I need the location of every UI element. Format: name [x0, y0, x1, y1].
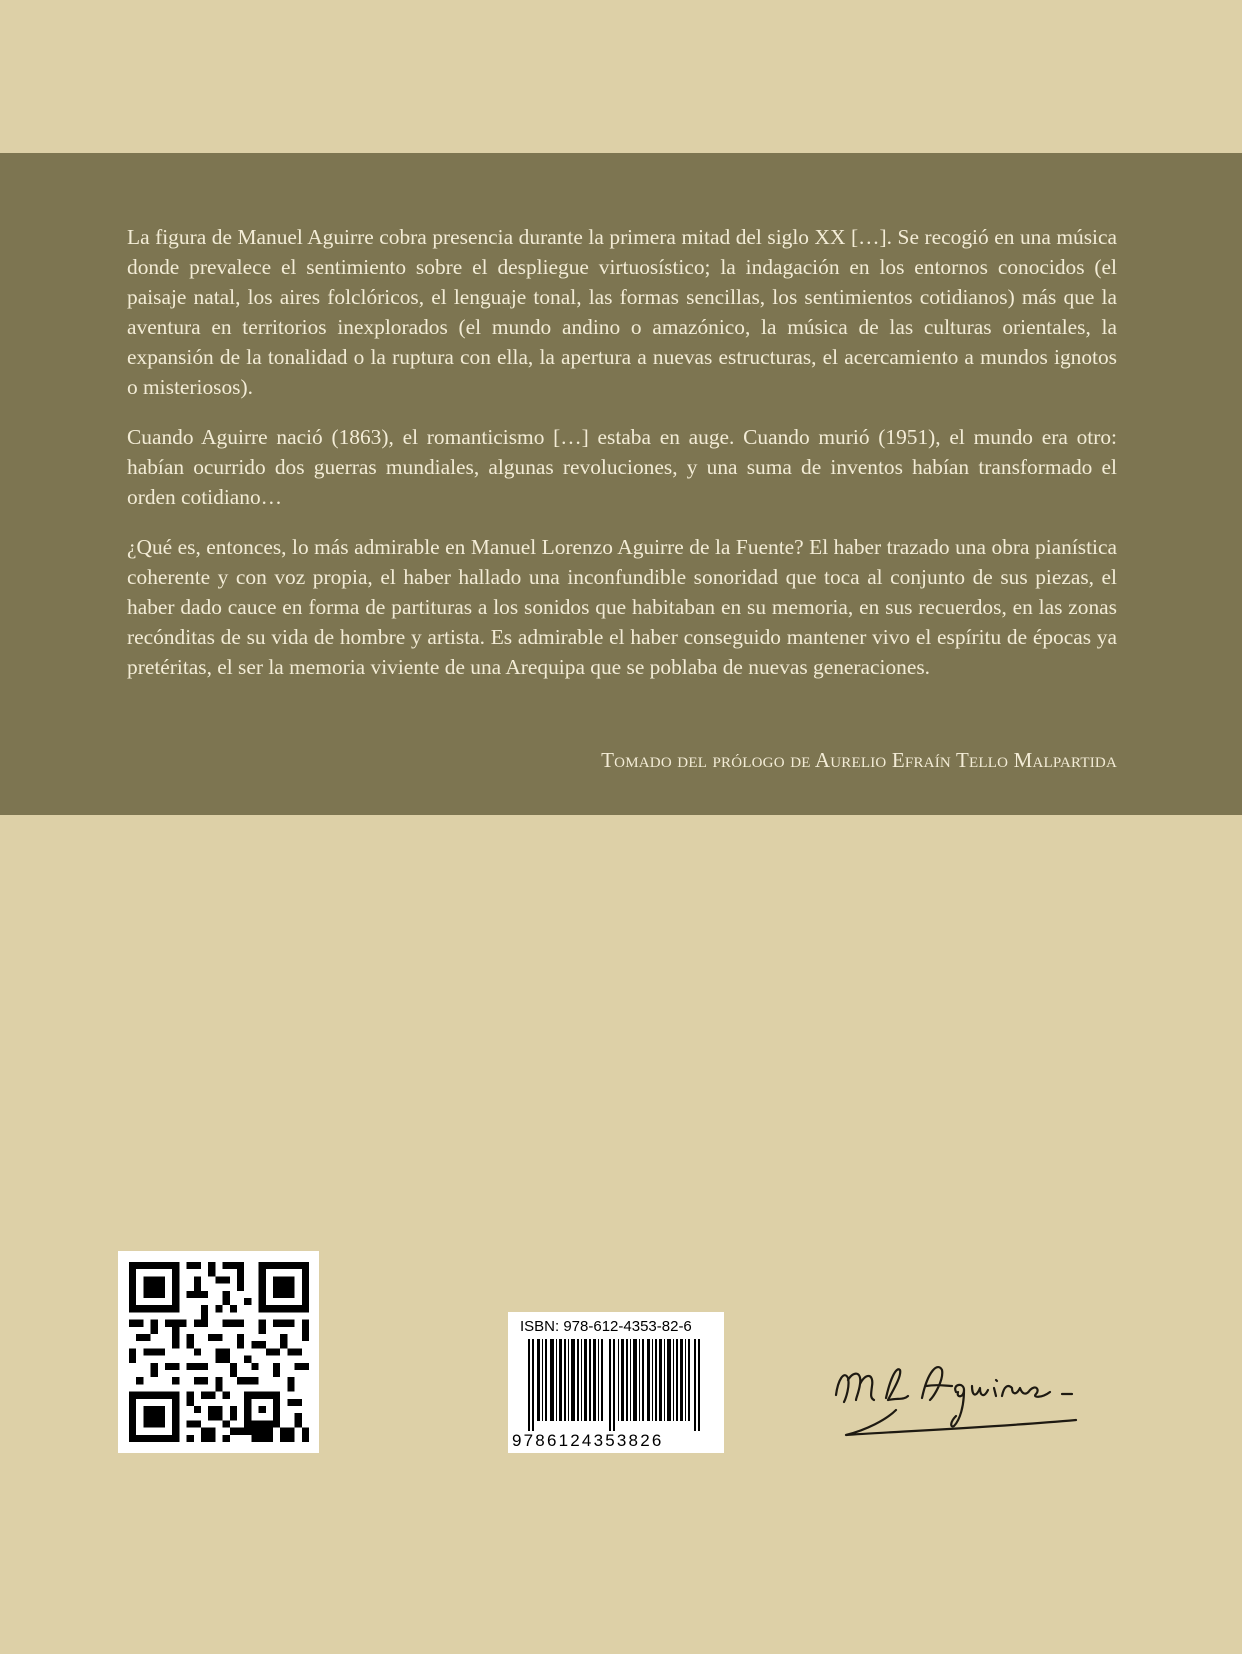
isbn-barcode [508, 1312, 724, 1453]
paragraph-2: Cuando Aguirre nació (1863), el romanticismo […] estaba en auge. Cuando murió (1951), el mundo era otro: habían ocurrido dos guerras mundiales, algunas revoluciones, y una suma de inventos habían transformado el orden cotidiano… [127, 425, 1117, 509]
barcode-digits: 9786124353826 [512, 1431, 664, 1450]
qr-code [118, 1251, 319, 1453]
barcode-icon [520, 1339, 712, 1431]
paragraph-1: La figura de Manuel Aguirre cobra presencia durante la primera mitad del siglo XX […]. Se recogió en una música donde prevalece el sentimiento sobre el despliegue virtuosístico; la indagación en los entornos conocidos (el paisaje natal, los aires folclóricos, el lenguaje tonal, las formas sencillas, los sentimientos cotidianos) más que la aventura en territorios inexplorados (el mundo andino o amazónico, la música de las culturas orientales, la expansión de la tonalidad o la ruptura con ella, la apertura a nuevas estructuras, el acercamiento a mundos ignotos o misteriosos). [127, 225, 1117, 399]
prologue-attribution: Tomado del prólogo de Aurelio Efraín Tello Malpartida [601, 748, 1117, 772]
back-cover-text [127, 222, 1117, 702]
handwritten-signature-icon [826, 1340, 1126, 1450]
paragraph-3: ¿Qué es, entonces, lo más admirable en Manuel Lorenzo Aguirre de la Fuente? El haber trazado una obra pianística coherente y con voz propia, el haber hallado una inconfundible sonoridad que toca al conjunto de sus piezas, el haber dado cauce en forma de partituras a los sonidos que habitaban en su memoria, en sus recuerdos, en las zonas recónditas de su vida de hombre y artista. Es admirable el haber conseguido mantener vivo el espíritu de épocas ya pretéritas, el ser la memoria viviente de una Arequipa que se poblaba de nuevas generaciones. [127, 535, 1117, 679]
isbn-label: ISBN: 978-612-4353-82-6 [520, 1318, 692, 1335]
qr-code-icon [129, 1262, 309, 1442]
